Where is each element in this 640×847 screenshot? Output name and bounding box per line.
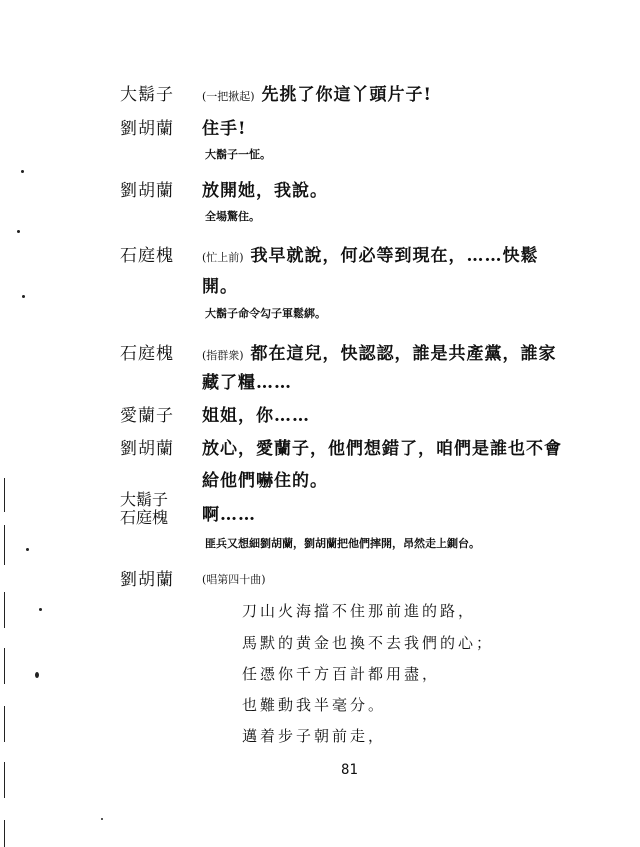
speaker-name: 劉胡蘭: [120, 439, 174, 459]
page-number: 81: [341, 762, 358, 778]
margin-mark: [4, 648, 5, 684]
speaker-name: 愛蘭子: [120, 406, 174, 426]
stage-cue: (唱第四十曲): [202, 573, 266, 586]
speaker-name: 石庭槐: [120, 508, 169, 527]
dialogue-text: 住手!: [202, 119, 247, 139]
dialogue-line: [202, 241, 539, 266]
dialogue-continuation: 藏了糧……: [202, 373, 292, 393]
speaker-name: 石庭槐: [120, 246, 174, 266]
dialogue-text: 啊……: [202, 505, 256, 525]
speck: [22, 295, 25, 298]
lyric-line: 邁着步子朝前走，: [242, 727, 387, 745]
stage-cue: (一把揪起): [202, 90, 255, 103]
dialogue-continuation: 給他們嚇住的。: [202, 471, 328, 491]
lyric-line: 也難動我半毫分。: [242, 696, 387, 714]
dialogue-text: 放開她，我說。: [202, 181, 328, 201]
margin-mark: [4, 592, 5, 628]
speaker-name: 石庭槐: [120, 344, 174, 364]
margin-mark: [4, 478, 5, 512]
stage-direction: 大鬍子命令勾子軍鬆綁。: [205, 307, 326, 320]
margin-mark: [4, 820, 5, 847]
dialogue-text: 都在這兒，快認認，誰是共產黨，誰家: [250, 344, 557, 364]
lyric-line: 刀山火海擋不住那前進的路，: [242, 602, 477, 620]
speck: [26, 548, 29, 551]
stage-cue: (忙上前): [202, 251, 244, 264]
dialogue-line: [202, 568, 266, 588]
margin-mark: [4, 525, 5, 565]
margin-mark: [4, 706, 5, 742]
stage-direction: 全場驚住。: [205, 210, 260, 223]
dialogue-continuation: 開。: [202, 277, 238, 297]
speck: [21, 170, 24, 173]
stage-cue: (指群衆): [202, 349, 244, 362]
stage-direction: 匪兵又想細劉胡蘭，劉胡蘭把他們摔開，昂然走上鍘台。: [205, 537, 480, 550]
dialogue-text: 先挑了你這丫頭片子!: [261, 85, 432, 105]
speaker-name: 劉胡蘭: [120, 181, 174, 201]
dialogue-line: [202, 80, 432, 105]
dialogue-line: [202, 339, 557, 364]
dialogue-text: 我早就說，何必等到現在，……快鬆: [250, 246, 539, 266]
speck: [17, 230, 20, 233]
stage-direction: 大鬍子一怔。: [205, 148, 271, 161]
speaker-name: 大鬍子: [120, 85, 174, 105]
speck: [39, 608, 42, 611]
speaker-name: 大鬍子: [120, 490, 169, 509]
dialogue-text: 姐姐，你……: [202, 406, 310, 426]
speck: [101, 818, 103, 820]
dialogue-text: 放心，愛蘭子，他們想錯了，咱們是誰也不會: [202, 439, 562, 459]
margin-mark: [4, 762, 5, 798]
speaker-name: 劉胡蘭: [120, 570, 174, 590]
speaker-name: 劉胡蘭: [120, 119, 174, 139]
speck: [35, 672, 39, 678]
lyric-line: 馬默的黄金也換不去我們的心；: [242, 634, 495, 652]
lyric-line: 任憑你千方百計都用盡，: [242, 665, 441, 683]
